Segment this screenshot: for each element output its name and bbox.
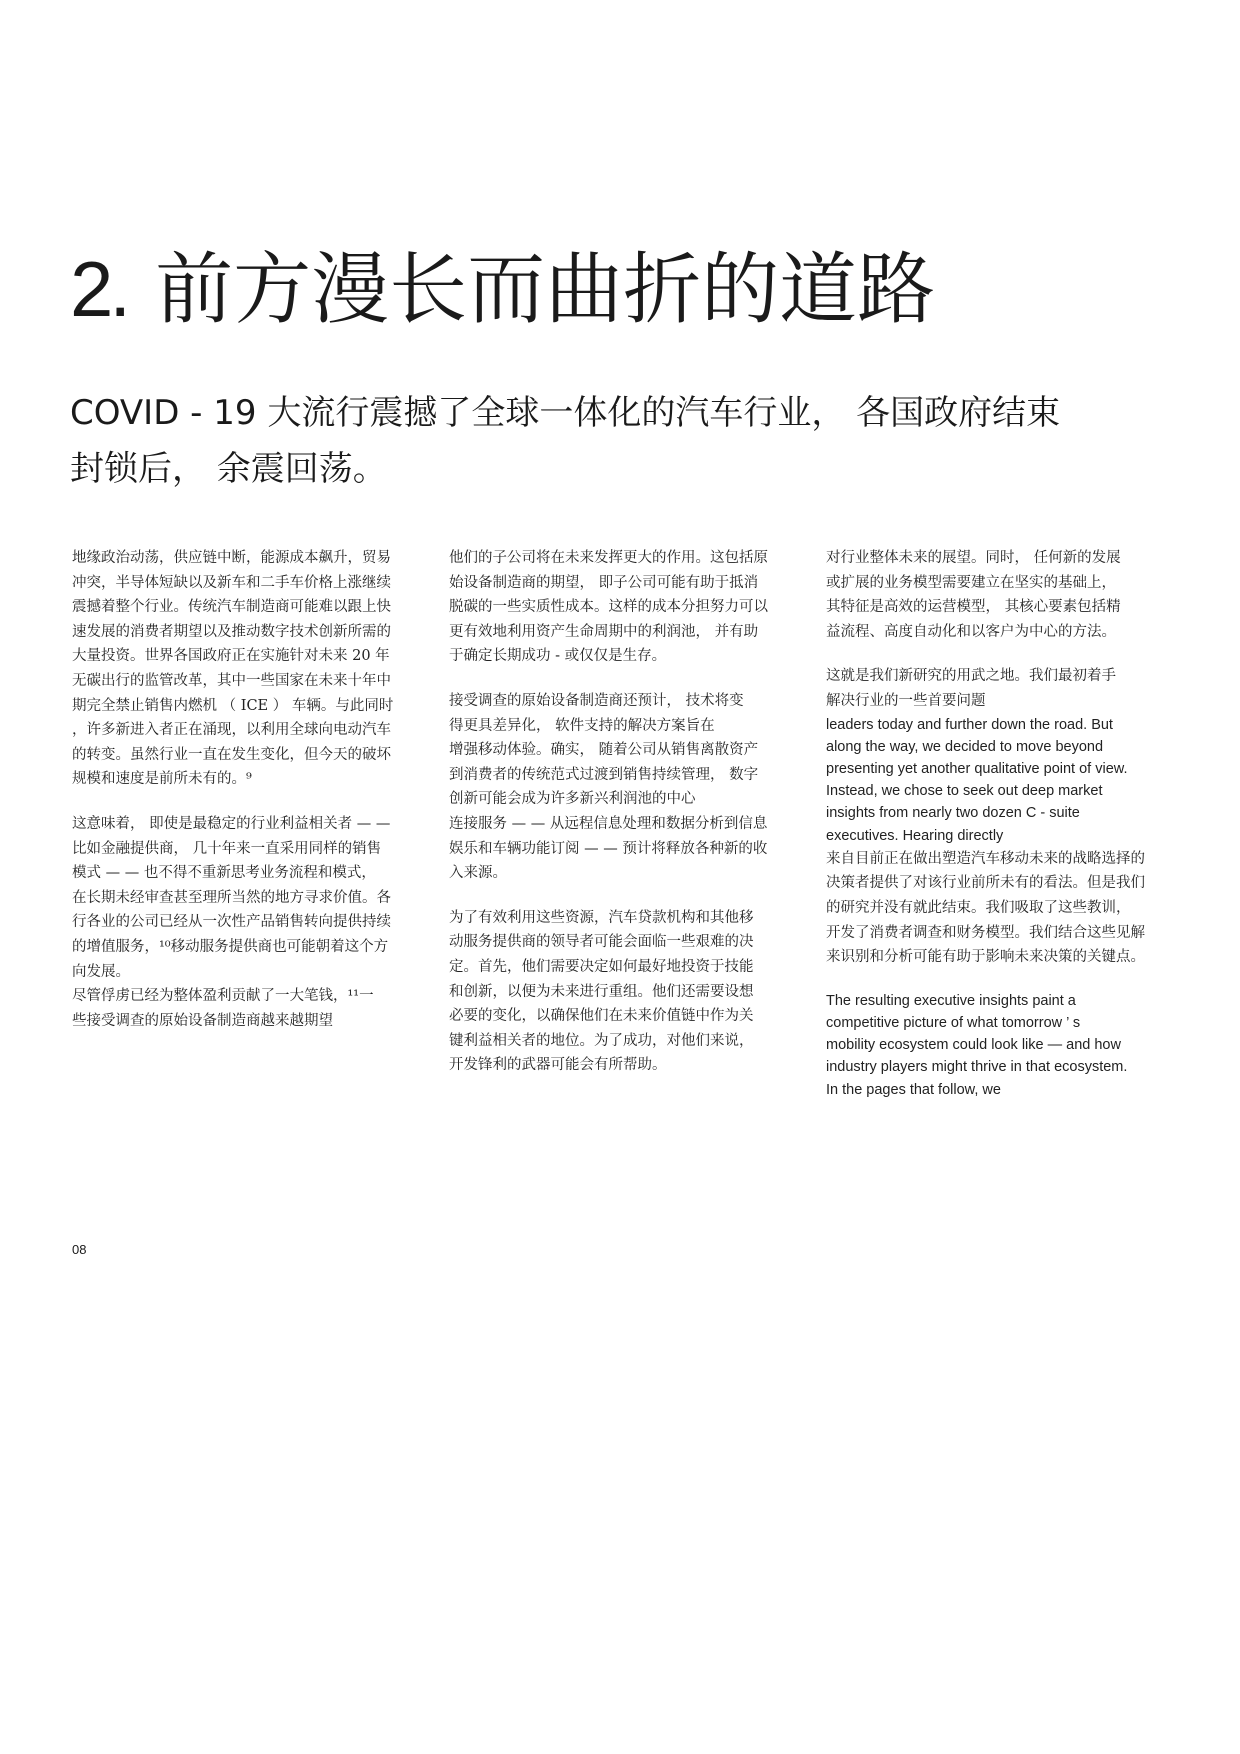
text-line: 益流程、高度自动化和以客户为中心的方法。 (826, 623, 1116, 640)
text-line: presenting yet another qualitative point of view. (826, 760, 1128, 777)
text-line: leaders today and further down the road. But (826, 716, 1113, 733)
text-line: 冲突，半导体短缺以及新车和二手车价格上涨继续 (72, 574, 391, 591)
text-line: In the pages that follow, we (826, 1081, 1001, 1098)
paragraph (449, 546, 809, 669)
text-line: 地缘政治动荡，供应链中断，能源成本飙升，贸易 (72, 550, 391, 566)
text-line: 对行业整体未来的展望。同时， 任何新的发展 (826, 550, 1121, 566)
text-line: ，许多新进入者正在涌现，以利用全球向电动汽车 (72, 722, 391, 739)
text-line: 动服务提供商的领导者可能会面临一些艰难的决 (449, 934, 754, 951)
text-line: 必要的变化，以确保他们在未来价值链中作为关 (449, 1008, 754, 1025)
page-number: 08 (72, 1242, 87, 1257)
text-line: 来识别和分析可能有助于影响未来决策的关键点。 (826, 949, 1145, 966)
text-line: 速发展的消费者期望以及推动数字技术创新所需的 (72, 623, 391, 640)
paragraph (826, 546, 1186, 644)
text-line: The resulting executive insights paint a (826, 992, 1076, 1009)
text-line: 始设备制造商的期望， 即子公司可能有助于抵消 (449, 574, 759, 591)
text-line: 来自目前正在做出塑造汽车移动未来的战略选择的 (826, 850, 1145, 867)
paragraph (449, 689, 809, 886)
text-line: 的转变。虽然行业一直在发生变化，但今天的破坏 (72, 746, 391, 763)
paragraph (826, 990, 1186, 1101)
text-line: along the way, we decided to move beyond (826, 738, 1104, 755)
paragraph (826, 664, 1186, 969)
text-line: 入来源。 (449, 865, 507, 882)
text-line: 些接受调查的原始设备制造商越来越期望 (72, 1012, 333, 1029)
subtitle (70, 385, 1070, 497)
subtitle-line: COVID - 19 大流行震撼了全球一体化的汽车行业， 各国政府结束 (70, 393, 1061, 433)
subtitle-line: 封锁后， 余震回荡。 (70, 449, 387, 489)
paragraph (449, 906, 809, 1078)
text-line: 增强移动体验。确实， 随着公司从销售离散资产 (449, 742, 759, 759)
text-line: 的研究并没有就此结束。我们吸取了这些教训， (826, 899, 1131, 916)
text-line: insights from nearly two dozen C - suite (826, 805, 1080, 822)
text-line: 模式 — — 也不得不重新思考业务流程和模式， (72, 865, 376, 882)
text-line: 他们的子公司将在未来发挥更大的作用。这包括原 (449, 550, 768, 566)
text-line: 创新可能会成为许多新兴利润池的中心 (449, 791, 696, 808)
text-line: 连接服务 — — 从远程信息处理和数据分析到信息 (449, 815, 768, 832)
text-line: Instead, we chose to seek out deep market (826, 783, 1103, 800)
text-line: 行各业的公司已经从一次性产品销售转向提供持续 (72, 914, 391, 931)
text-line: 期完全禁止销售内燃机 （ ICE ） 车辆。与此同时 (72, 697, 394, 714)
text-line: 为了有效利用这些资源，汽车贷款机构和其他移 (449, 909, 754, 926)
text-line: 更有效地利用资产生命周期中的利润池， 并有助 (449, 623, 759, 640)
text-line: 和创新，以便为未来进行重组。他们还需要设想 (449, 983, 754, 1000)
text-line: 接受调查的原始设备制造商还预计， 技术将变 (449, 692, 744, 709)
paragraph (72, 546, 432, 792)
text-line: 尽管俘虏已经为整体盈利贡献了一大笔钱，¹¹一 (72, 988, 374, 1005)
text-line: 到消费者的传统范式过渡到销售持续管理， 数字 (449, 766, 759, 783)
text-line: 定。首先，他们需要决定如何最好地投资于技能 (449, 958, 754, 975)
text-line: 解决行业的一些首要问题 (826, 692, 986, 709)
text-column-3 (826, 546, 1186, 1121)
section-title: 前方漫长而曲折的道路 (155, 245, 936, 335)
text-line: mobility ecosystem could look like — and how (826, 1037, 1121, 1054)
section-number: 2. (70, 245, 128, 333)
text-column-1 (72, 546, 432, 1053)
text-line: 得更具差异化， 软件支持的解决方案旨在 (449, 717, 715, 734)
text-line: 其特征是高效的运营模型， 其核心要素包括精 (826, 599, 1121, 616)
text-line: 大量投资。世界各国政府正在实施针对未来 20 年 (72, 648, 390, 665)
text-line: executives. Hearing directly (826, 827, 1004, 844)
page-title (70, 245, 936, 335)
text-line: 的增值服务，¹⁰移动服务提供商也可能朝着这个方 (72, 938, 389, 955)
text-column-2 (449, 546, 809, 1098)
text-line: 这就是我们新研究的用武之地。我们最初着手 (826, 668, 1116, 685)
text-line: 无碳出行的监管改革，其中一些国家在未来十年中 (72, 672, 391, 689)
text-line: 开发了消费者调查和财务模型。我们结合这些见解 (826, 924, 1145, 941)
text-line: competitive picture of what tomorrow ’ s (826, 1014, 1081, 1031)
text-line: 于确定长期成功 - 或仅仅是生存。 (449, 648, 667, 665)
text-line: 开发锋利的武器可能会有所帮助。 (449, 1057, 667, 1074)
text-line: 震撼着整个行业。传统汽车制造商可能难以跟上快 (72, 599, 391, 616)
text-line: 向发展。 (72, 963, 130, 980)
text-line: 或扩展的业务模型需要建立在坚实的基础上， (826, 574, 1116, 591)
text-line: 在长期未经审查甚至理所当然的地方寻求价值。各 (72, 889, 391, 906)
text-line: 规模和速度是前所未有的。⁹ (72, 771, 252, 788)
text-line: 键利益相关者的地位。为了成功，对他们来说， (449, 1032, 754, 1049)
text-line: 比如金融提供商， 几十年来一直采用同样的销售 (72, 840, 382, 857)
paragraph (72, 812, 432, 1033)
text-line: 决策者提供了对该行业前所未有的看法。但是我们 (826, 875, 1145, 892)
text-line: 脱碳的一些实质性成本。这样的成本分担努力可以 (449, 599, 768, 616)
text-line: industry players might thrive in that ecosystem. (826, 1059, 1128, 1076)
text-line: 娱乐和车辆功能订阅 — — 预计将释放各种新的收 (449, 840, 768, 857)
text-line: 这意味着， 即使是最稳定的行业利益相关者 — — (72, 815, 391, 832)
